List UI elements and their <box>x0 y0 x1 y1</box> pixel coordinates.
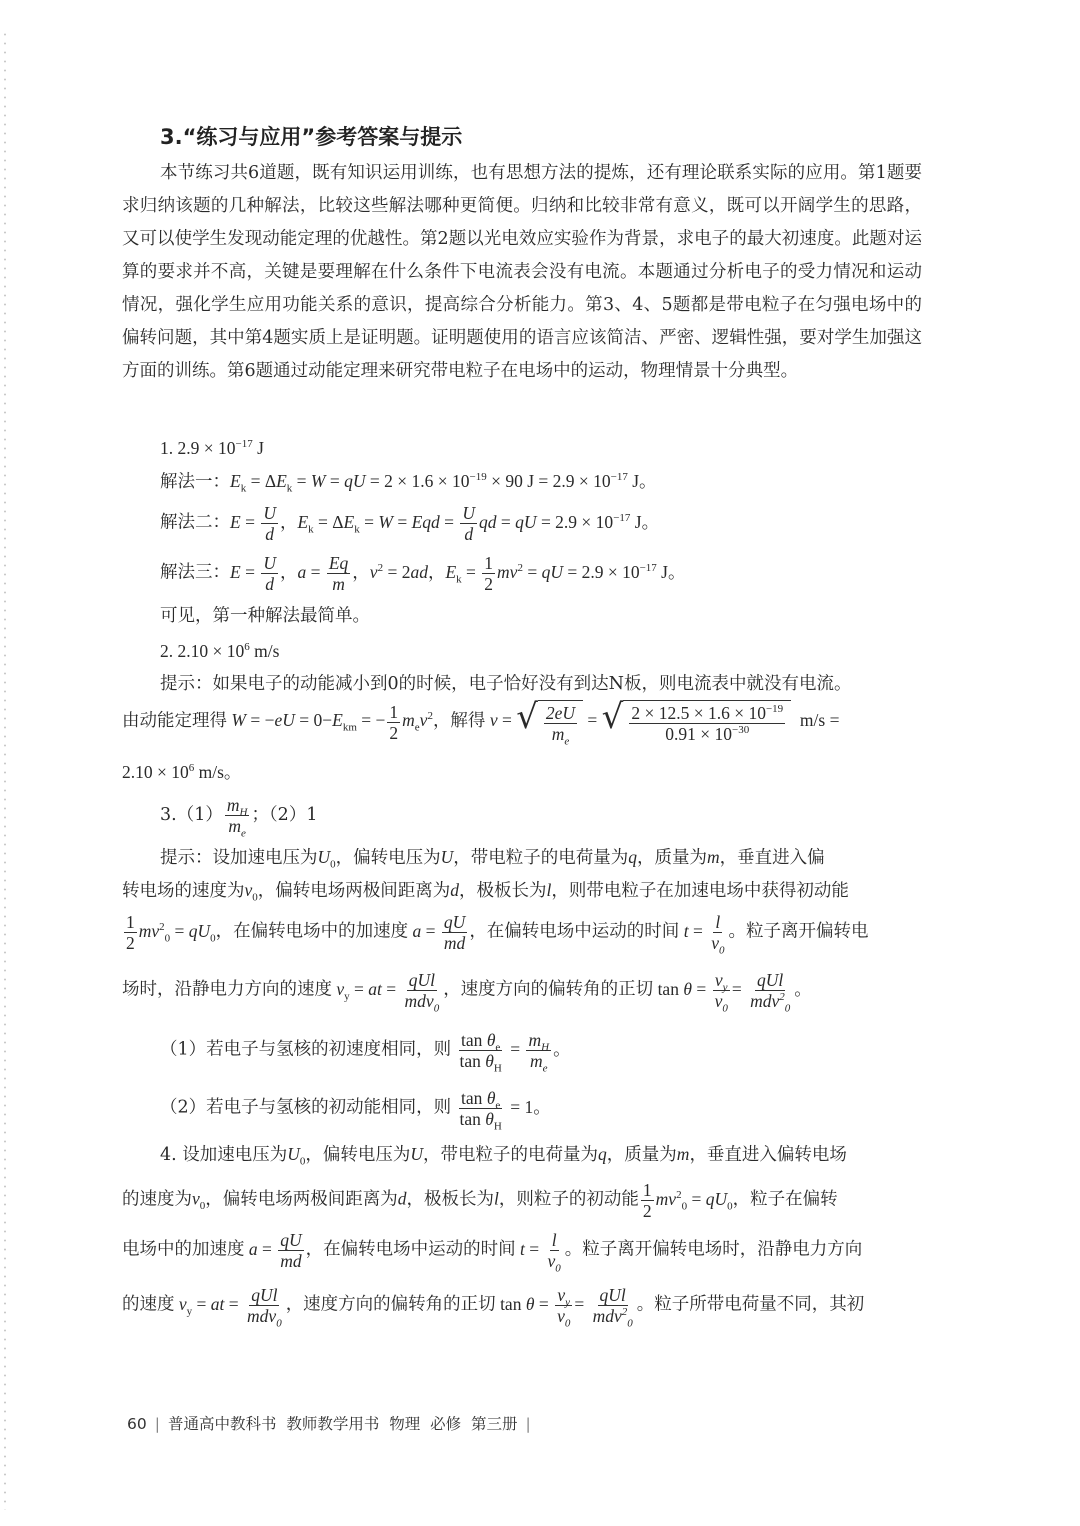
q4-line4: 的速度 $v_y$ = at = $\frac{\text{qUl}}{mdv_0}$ ，速度方向的偏转角的正切 tan θ = $\frac{v_y}{v_0}$ = $\frac{\text{qUl}}{mdv^2_0}$ 。粒子所带电荷量不同，其初 <box>122 1285 865 1330</box>
q4-line3: 电场中的加速度 a = $\frac{qU}{md}$ ，在偏转电场中运动的时间 t = $\frac{l}{v_0}$ 。粒子离开偏转电场时，沿静电力方向 <box>122 1230 863 1275</box>
footer-series: 普通高中教科书 <box>167 1415 277 1433</box>
footer-level: 必修 <box>430 1415 462 1433</box>
footer-volume: 第三册 <box>470 1415 518 1433</box>
q2-result: $2.10 \times 10^6$ m/s。 <box>122 762 242 782</box>
q2-hint: 提示：如果电子的动能减小到0的时候，电子恰好没有到达N板，则电流表中就没有电流。 <box>160 674 852 694</box>
q1-method1: 解法一：$E_k = \Delta E_k = W$ = qU = $2 \times 1.6 \times 10^{-19} \times 90$ $J = 2.9 \times 10^{-17}$ J。 <box>160 471 657 495</box>
footer-subject: 物理 <box>389 1415 421 1433</box>
q1-method3: 解法三：E = $\frac{U}{d}$ ，a = $\frac{Eq}{m}$ ，$v^2 = 2ad$，$E_k$ = $\frac{1}{2}$ $mv^2$ = qU = $2.9 \times 10^{-17}$ J。 <box>160 553 686 595</box>
q3-hint-line2: 转电场的速度为$v_0$，偏转电场两极间距离为d，极板长为l，则带电粒子在加速电场中获得初动能 <box>122 880 849 904</box>
q3-hint-line3: $\frac{1}{2}$ $mv^2_0 = qU_0$，在偏转电场中的加速度 a = $\frac{qU}{md}$ ，在偏转电场中运动的时间 t = $\frac{l}{v_0}$ 。粒子离开偏转电 <box>126 912 869 957</box>
q3-hint-line1: 提示：设加速电压为$U_0$，偏转电压为U，带电粒子的电荷量为q，质量为m，垂直进入偏 <box>160 847 825 871</box>
q1-method2: 解法二：E = $\frac{U}{d}$ ，$E_k = \Delta E_k = W$ = Eqd = $\frac{U}{d}$ qd = qU = $2.9 \times 10^{-17}$ J。 <box>160 503 660 545</box>
binding-dots <box>4 30 6 1510</box>
page-number: 60 <box>127 1415 147 1433</box>
q3-hint-line4: 场时，沿静电力方向的速度 $v_y$ = at = $\frac{\text{qUl}}{mdv_0}$ ，速度方向的偏转角的正切 tan θ = $\frac{v_y}{v_0}$ = $\frac{\text{qUl}}{mdv^2_0}$ 。 <box>122 970 812 1015</box>
q3-case2: （2）若电子与氢核的初动能相同，则 $\frac{\tan \theta_e}{\tan \theta_H}$ = 1。 <box>160 1088 551 1133</box>
q4-line2: 的速度为$v_0$，偏转电场两极间距离为d，极板长为l，则粒子的初动能 $\frac{1}{2}$ $mv^2_0 = qU_0$，粒子在偏转 <box>122 1180 838 1222</box>
q3-case1: （1）若电子与氢核的初速度相同，则 $\frac{\tan \theta_e}{\tan \theta_H}$ = $\frac{m_H}{m_e}$ 。 <box>160 1030 571 1075</box>
q4-line1: 4. 设加速电压为$U_0$，偏转电压为U，带电粒子的电荷量为q，质量为m，垂直进入偏转电场 <box>160 1144 847 1168</box>
q2-answer: 2. $2.10 \times 10^6$ m/s <box>160 641 280 661</box>
q3-answer: 3.（1） $\frac{m_H}{m_e}$ ；（2）1 <box>160 795 318 840</box>
intro-paragraph: 本节练习共6道题，既有知识运用训练，也有思想方法的提炼，还有理论联系实际的应用。第1题要求归纳该题的几种解法，比较这些解法哪种更简便。归纳和比较非常有意义，既可以开阔学生的思路，又可以使学生发现动能定理的优越性。第2题以光电效应实验作为背景，求电子的最大初速度。此题对运算的要求并不高，关键是要理解在什么条件下电流表会没有电流。本题通过分析电子的受力情况和运动情况，强化学生应用功能关系的意识，提高综合分析能力。第3、4、5题都是带电粒子在匀强电场中的偏转问题，其中第4题实质上是证明题。证明题使用的语言应该简洁、严密、逻辑性强，要对学生加强这方面的训练。第6题通过动能定理来研究带电粒子在电场中的运动，物理情景十分典型。 <box>122 163 922 381</box>
q1-answer: 1. $2.9 \times 10^{-17}$ J <box>160 438 264 458</box>
q1-conclusion: 可见，第一种解法最简单。 <box>160 606 370 626</box>
section-heading: 3.“练习与应用”参考答案与提示 <box>160 125 463 149</box>
footer-book: 教师教学用书 <box>286 1415 380 1433</box>
page-footer: 60 | 普通高中教科书 教师教学用书 物理 必修 第三册 | <box>127 1415 531 1433</box>
q2-derivation: 由动能定理得 $W = -eU = 0-E_{km}$ = − $\frac{1}{2}$ $m_ev^2$，解得 v = √ $\frac{2eU}{m_e}$ = √ $\frac{2 \times 12.5 \times 1.6 \times 10^{-19}}{0.91 \times 10^{-30}}$ m/s = <box>122 697 840 748</box>
